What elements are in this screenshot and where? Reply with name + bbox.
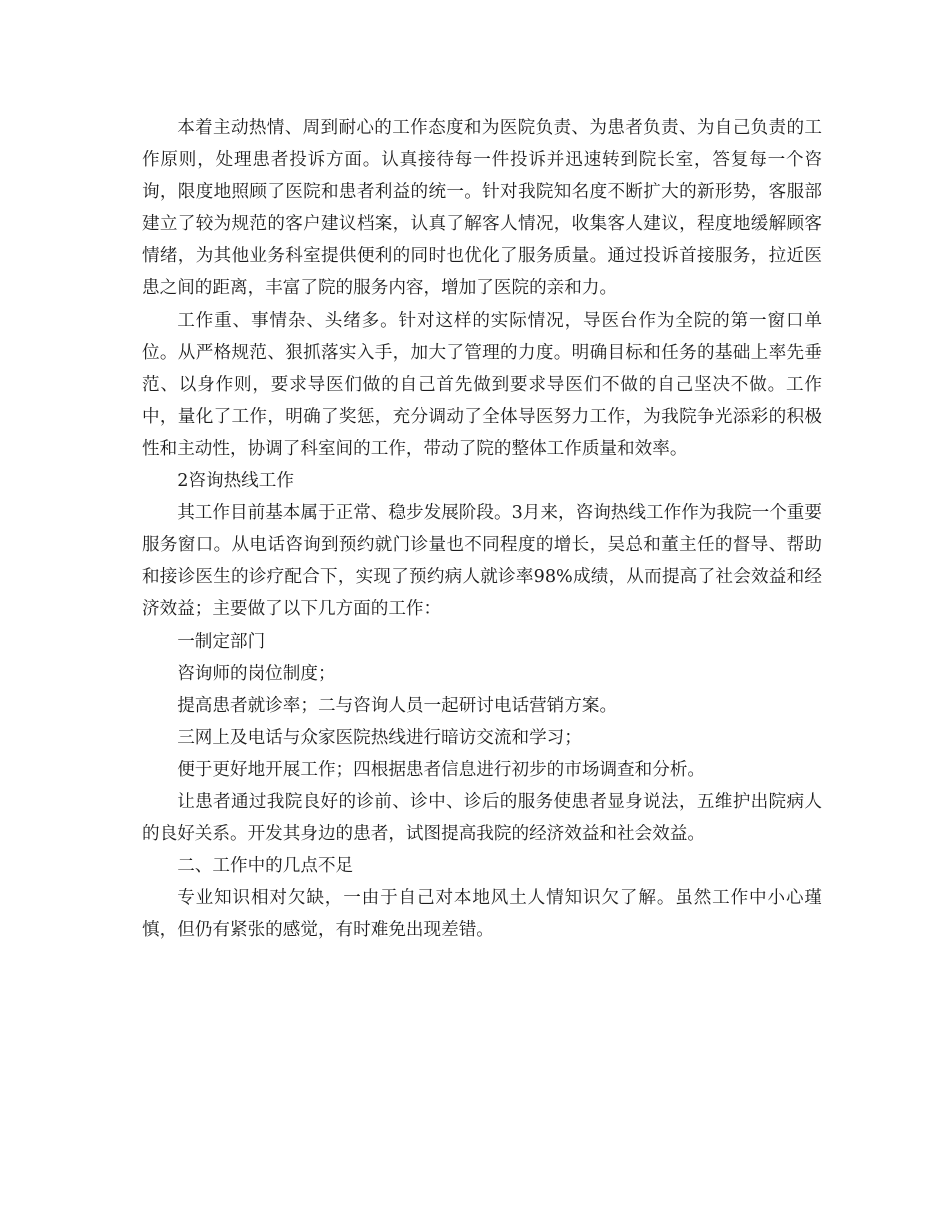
list-item-2: 咨询师的岗位制度； bbox=[177, 663, 336, 684]
list-item-1: 一制定部门 bbox=[177, 631, 266, 652]
list-item-5: 便于更好地开展工作；四根据患者信息进行初步的市场调查和分析。 bbox=[177, 759, 706, 780]
document-body bbox=[142, 112, 822, 946]
paragraph-guide-desk: 工作重、事情杂、头绪多。针对这样的实际情况，导医台作为全院的第一窗口单位。从严格规范、狠抓落实入手，加大了管理的力度。明确目标和任务的基础上率先垂范、以身作则，要求导医们做的自己首先做到要求导医们不做的自己坚决不做。工作中，量化了工作，明确了奖惩，充分调动了全体导医努力工作，为我院争光添彩的积极性和主动性，协调了科室间的工作，带动了院的整体工作质量和效率。 bbox=[142, 310, 822, 459]
section-heading-hotline: 2咨询热线工作 bbox=[177, 471, 294, 492]
paragraph-shortcomings: 专业知识相对欠缺，一由于自己对本地风土人情知识欠了解。虽然工作中小心瑾慎，但仍有紧张的感觉，有时难免出现差错。 bbox=[142, 888, 822, 941]
paragraph-complaint-handling: 本着主动热情、周到耐心的工作态度和为医院负责、为患者负责、为自己负责的工作原则，处理患者投诉方面。认真接待每一件投诉并迅速转到院长室，答复每一个咨询，限度地照顾了医院和患者利益的统一。针对我院知名度不断扩大的新形势，客服部建立了较为规范的客户建议档案，认真了解客人情况，收集客人建议，程度地缓解顾客情绪，为其他业务科室提供便利的同时也优化了服务质量。通过投诉首接服务，拉近医患之间的距离，丰富了院的服务内容，增加了医院的亲和力。 bbox=[142, 118, 822, 299]
list-item-3: 提高患者就诊率；二与咨询人员一起研讨电话营销方案。 bbox=[177, 695, 618, 716]
list-item-4: 三网上及电话与众家医院热线进行暗访交流和学习； bbox=[177, 727, 582, 748]
section-heading-shortcomings: 二、工作中的几点不足 bbox=[177, 856, 354, 877]
paragraph-patient-relations: 让患者通过我院良好的诊前、诊中、诊后的服务使患者显身说法，五维护出院病人的良好关系。开发其身边的患者，试图提高我院的经济效益和社会效益。 bbox=[142, 791, 822, 845]
paragraph-hotline-work: 其工作目前基本属于正常、稳步发展阶段。3月来，咨询热线工作作为我院一个重要服务窗口。从电话咨询到预约就门诊量也不同程度的增长，吴总和董主任的督导、帮助和接诊医生的诊疗配合下，实现了预约病人就诊率98%成绩，从而提高了社会效益和经济效益；主要做了以下几方面的工作： bbox=[142, 503, 822, 620]
